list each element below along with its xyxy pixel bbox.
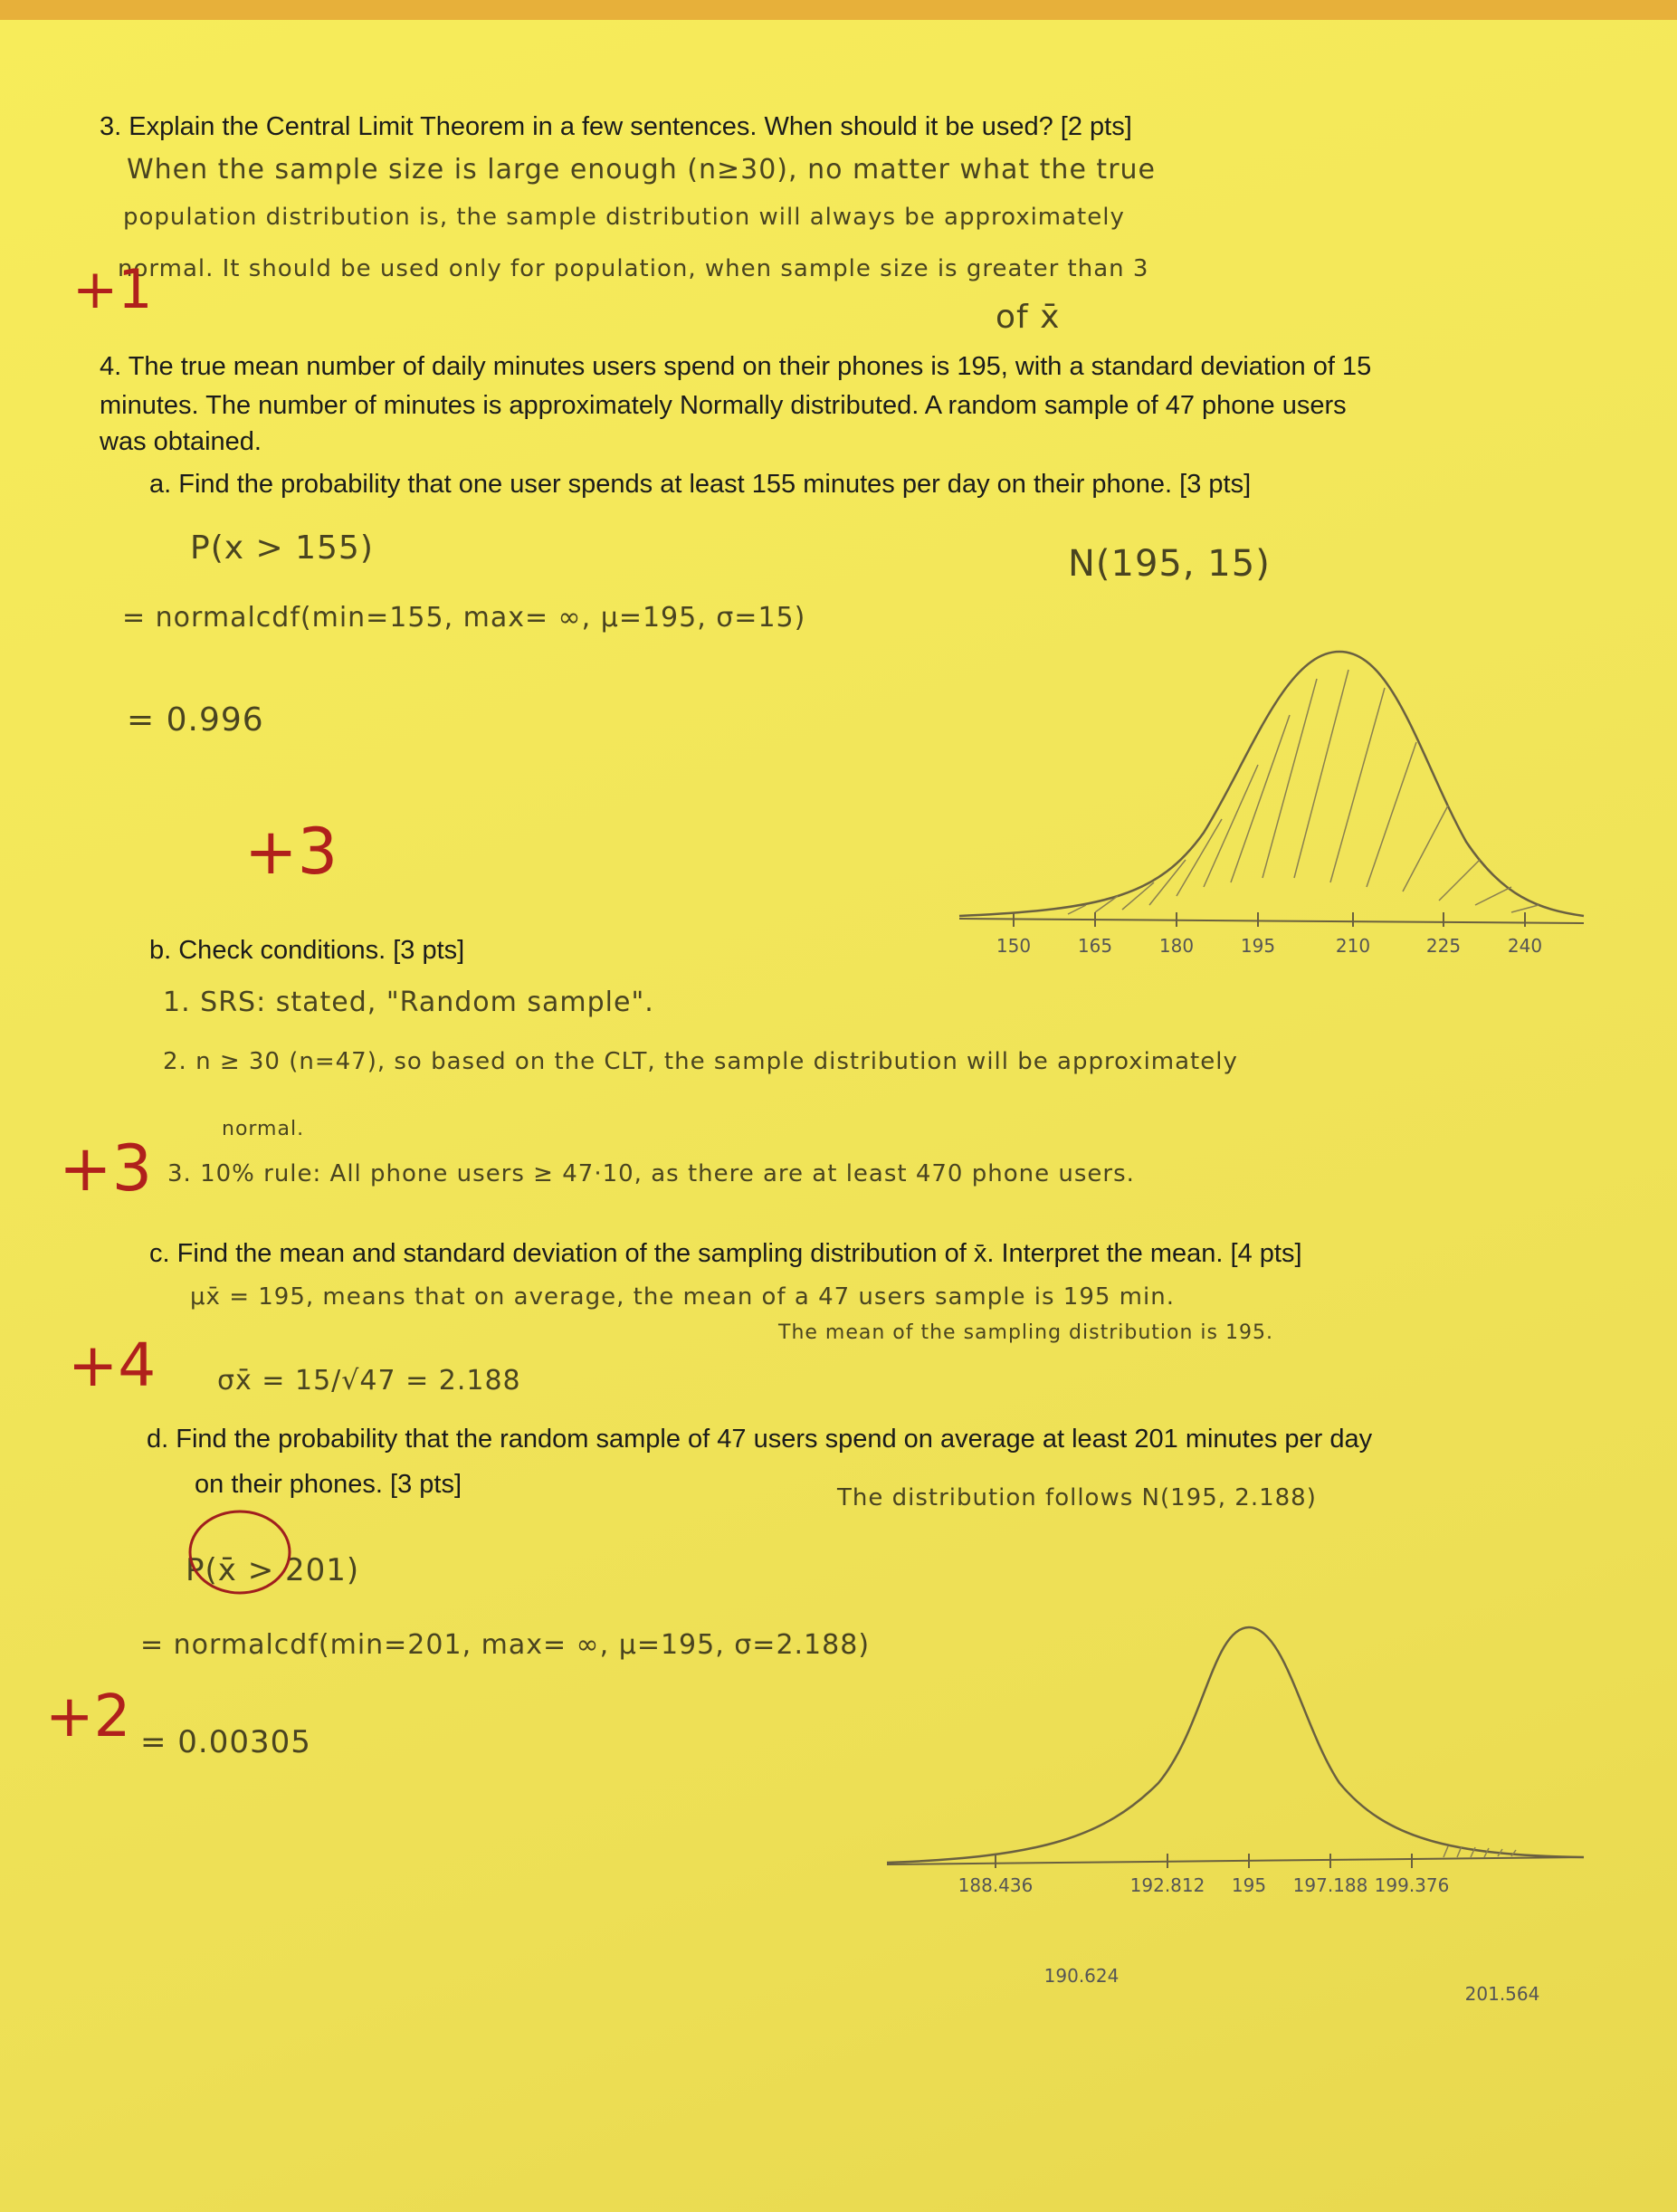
curve-tick-label: 195: [1240, 935, 1276, 957]
q3-answer-line-3: normal. It should be used only for population, when sample size is greater than 3: [118, 255, 1149, 282]
curve-tick-label: 199.376: [1374, 1874, 1450, 1896]
curve-tick-label: 192.812: [1129, 1874, 1205, 1896]
q4a-normal-curve-sketch: [959, 634, 1593, 957]
q4b-prompt: b. Check conditions. [3 pts]: [149, 936, 465, 965]
q4d-work-2: = normalcdf(min=201, max= ∞, μ=195, σ=2.188): [140, 1629, 871, 1661]
curve-tick-label: 201.564: [1464, 1983, 1540, 2005]
curve-tick-label: 225: [1425, 935, 1462, 957]
q4a-score: +3: [244, 815, 338, 889]
curve-tick-label: 188.436: [958, 1874, 1034, 1896]
q4b-line-2: 2. n ≥ 30 (n=47), so based on the CLT, the sample distribution will be approximately: [163, 1048, 1238, 1075]
q4b-line-1: 1. SRS: stated, "Random sample".: [163, 987, 654, 1018]
q4c-line-1b: The mean of the sampling distribution is 195.: [778, 1321, 1273, 1344]
q3-score: +1: [72, 258, 153, 321]
q4d-normal-curve-sketch: [887, 1620, 1593, 2009]
q4d-score: +2: [45, 1683, 131, 1750]
q4-prompt-line-1: 4. The true mean number of daily minutes users spend on their phones is 195, with a standard deviation of 15: [100, 352, 1372, 381]
q4c-line-2: σx̄ = 15/√47 = 2.188: [217, 1365, 521, 1397]
q4-prompt-line-3: was obtained.: [100, 427, 262, 456]
q4a-work-2: = normalcdf(min=155, max= ∞, μ=195, σ=15): [122, 602, 806, 634]
q4b-line-3: 3. 10% rule: All phone users ≥ 47·10, as there are at least 470 phone users.: [167, 1160, 1135, 1187]
q3-answer-note: of x̄: [996, 299, 1061, 336]
q4d-work-1: P(x̄ > 201): [186, 1552, 360, 1588]
curve-tick-label: 197.188: [1292, 1874, 1368, 1896]
q3-answer-line-2: population distribution is, the sample distribution will always be approximately: [123, 204, 1125, 231]
q4c-score: +4: [68, 1330, 157, 1400]
q4a-work-1: P(x > 155): [190, 529, 374, 567]
curve-tick-label: 195: [1231, 1874, 1267, 1896]
q4c-line-1: μx̄ = 195, means that on average, the mean of a 47 users sample is 195 min.: [190, 1283, 1175, 1311]
q3-answer-line-1: When the sample size is large enough (n≥30), no matter what the true: [127, 154, 1156, 186]
q4a-distribution: N(195, 15): [1068, 543, 1271, 585]
q4a-prompt: a. Find the probability that one user spends at least 155 minutes per day on their phone. [3 pts]: [149, 470, 1252, 499]
q4-prompt-line-2: minutes. The number of minutes is approximately Normally distributed. A random sample of 47 phone users: [100, 391, 1347, 420]
q3-prompt: 3. Explain the Central Limit Theorem in a few sentences. When should it be used? [2 pts]: [100, 112, 1132, 141]
q4b-line-2b: normal.: [222, 1118, 305, 1140]
curve-tick-label: 165: [1077, 935, 1113, 957]
q4d-prompt-line-1: d. Find the probability that the random sample of 47 users spend on average at least 201 minutes per day: [147, 1425, 1373, 1454]
curve-tick-label: 180: [1158, 935, 1195, 957]
q4c-prompt: c. Find the mean and standard deviation of the sampling distribution of x̄. Interpret the mean. [4 pts]: [149, 1239, 1302, 1268]
q4d-distribution: The distribution follows N(195, 2.188): [837, 1484, 1317, 1511]
q4d-circle-mark: [181, 1502, 299, 1602]
curve-tick-label: 150: [996, 935, 1032, 957]
curve-tick-label: 240: [1507, 935, 1543, 957]
q4d-prompt-line-2: on their phones. [3 pts]: [195, 1470, 462, 1499]
q4a-work-3: = 0.996: [127, 701, 264, 739]
curve-tick-label: 210: [1335, 935, 1371, 957]
paper-edge: [0, 0, 1677, 20]
q4d-work-3: = 0.00305: [140, 1724, 311, 1760]
curve-tick-label: 190.624: [1043, 1965, 1120, 1987]
q4b-score: +3: [59, 1131, 153, 1206]
